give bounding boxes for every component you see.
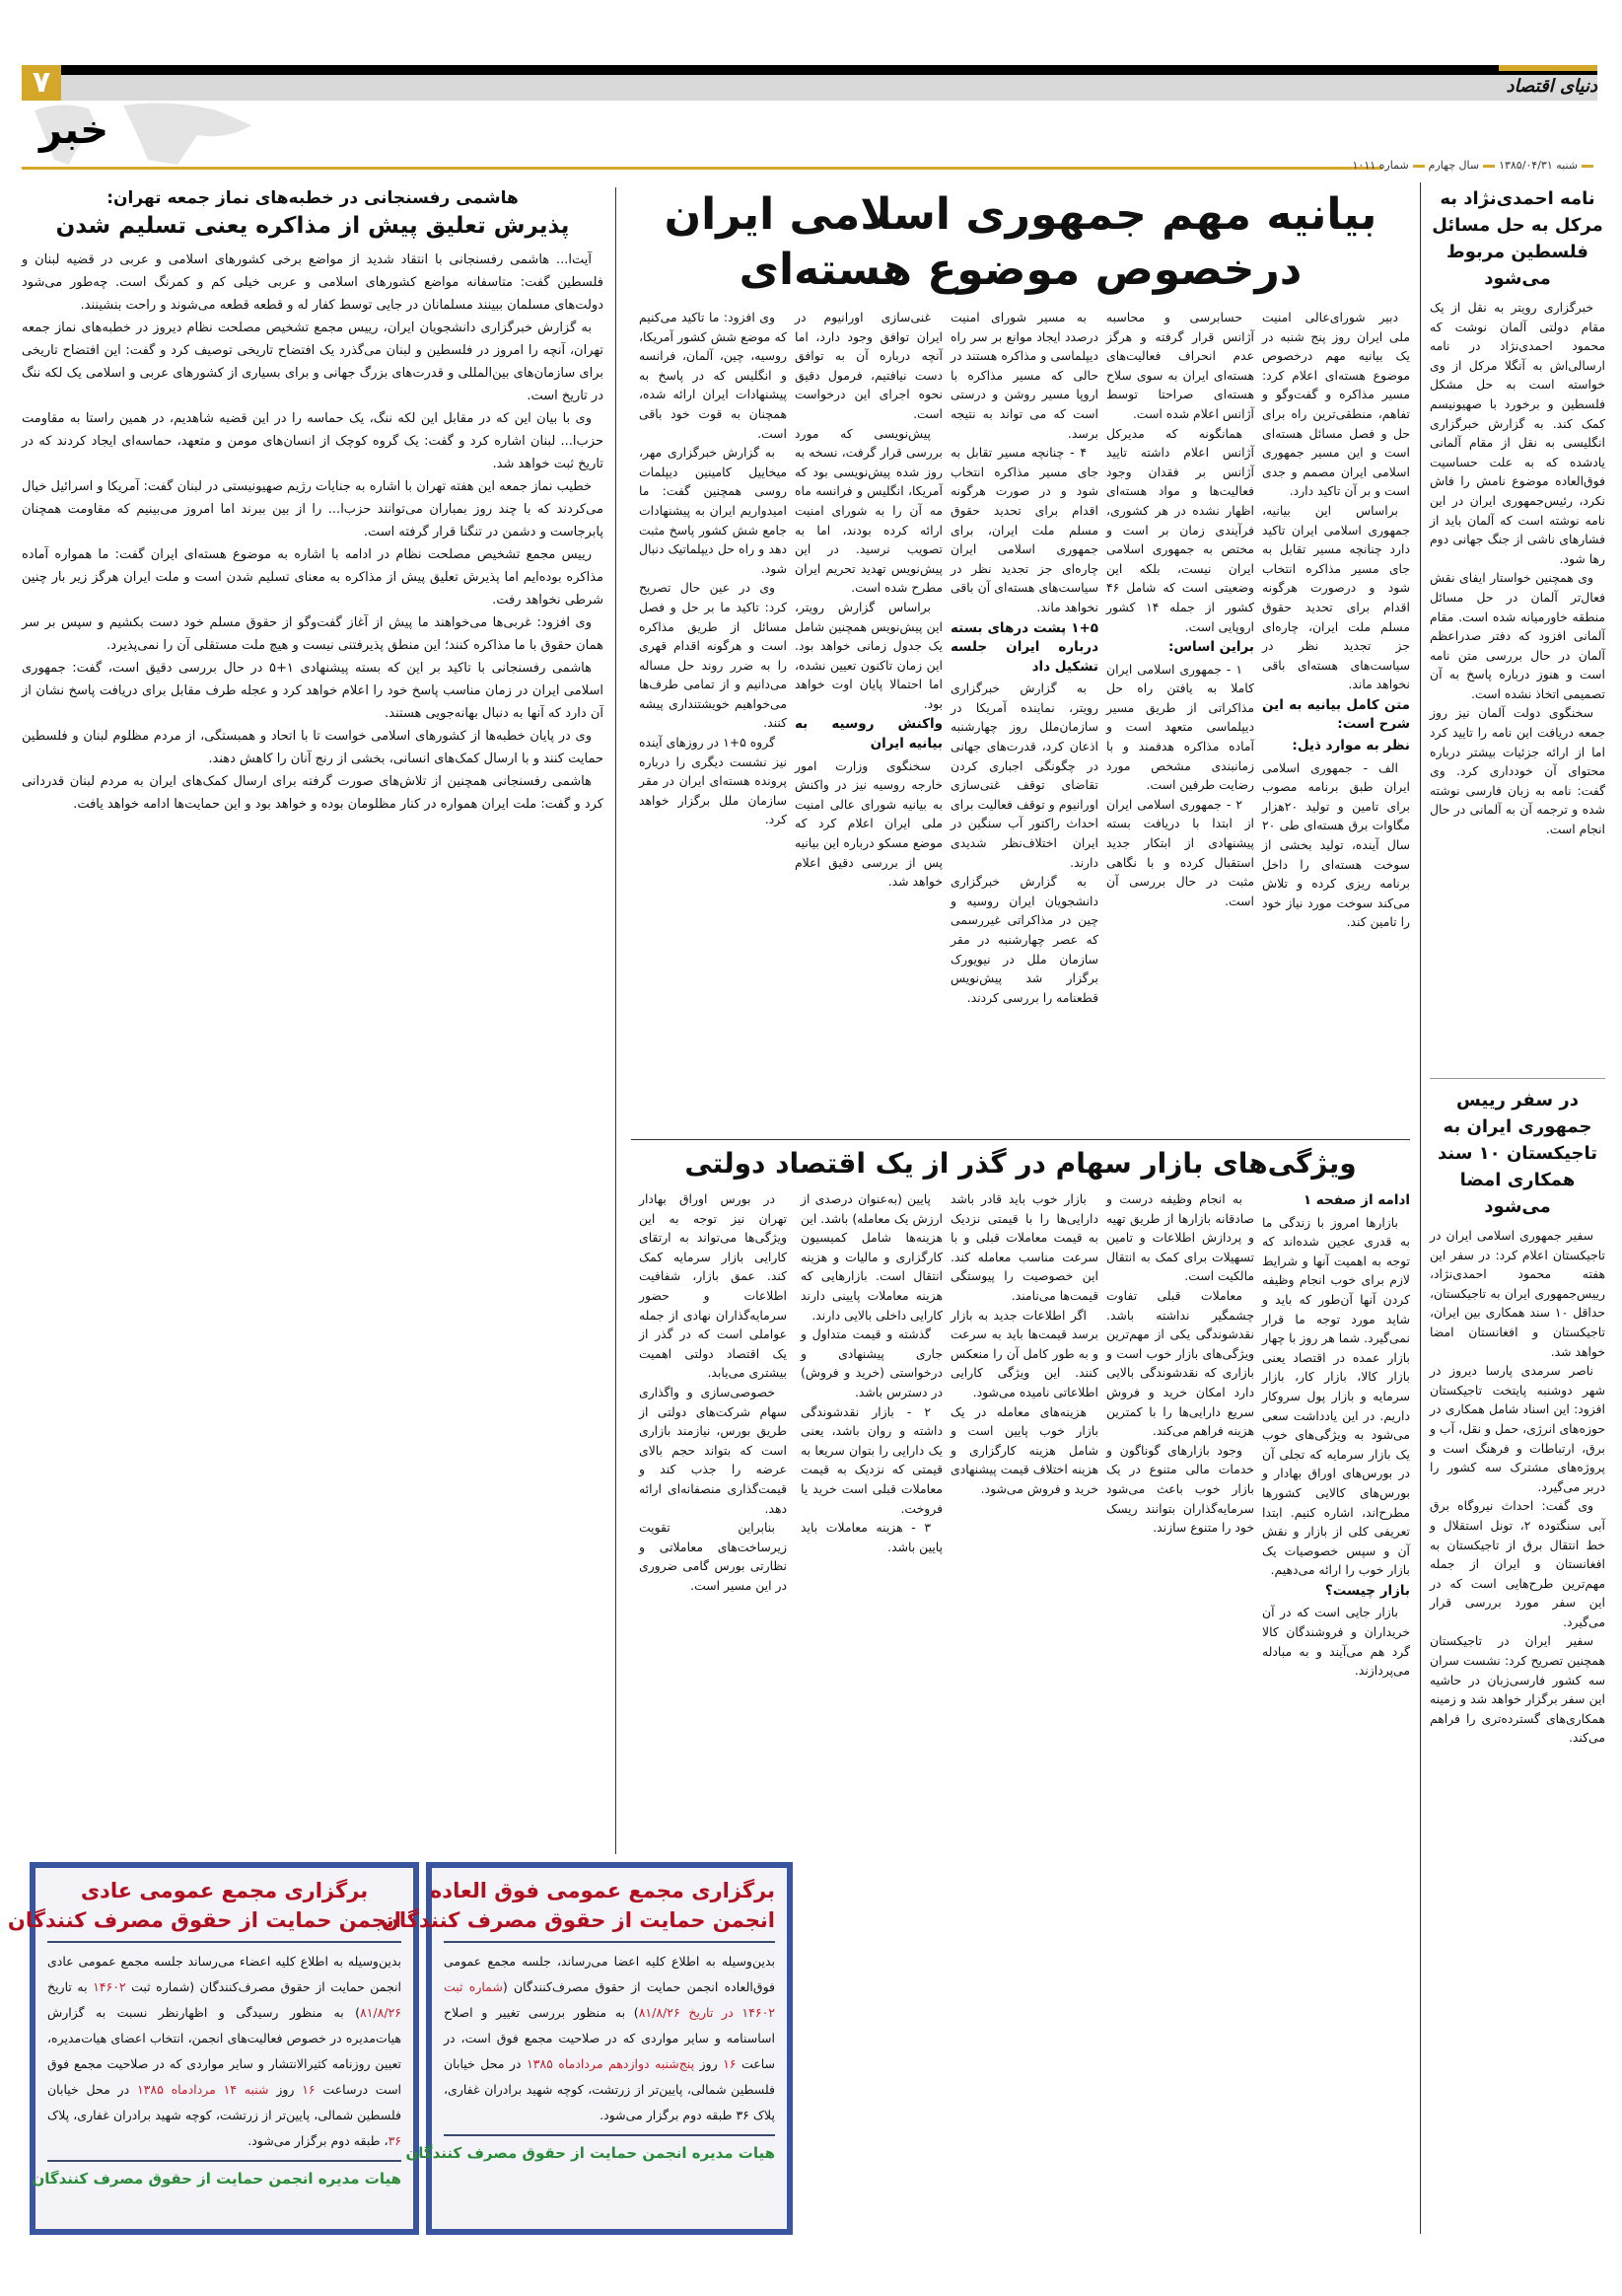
paragraph: به گزارش خبرگزاری مهر، میخاییل کامینین دیپلمات روسی همچنین گفت: ما امیدواریم ایران به پیشنهادات جامع شش کشور پاسخ مثبت دهد و راه حل دیپلماتیک دنبال شود. <box>639 445 787 576</box>
main-article-column <box>795 308 943 1132</box>
ad-footer: هیات مدیره انجمن حمایت از حقوق مصرف کنندگان <box>32 2170 401 2188</box>
paragraph: پیش‌نویسی که مورد بررسی قرار گرفت، نسخه به روز شده پیش‌نویسی بود که آمریکا، انگلیس و فرانسه ماه مه آن را به شورای امنیت ارائه کرده بودند، اما به تصویب نرسید. در این پیش‌نویس تهدید تحریم ایران مطرح شده است. <box>795 425 943 596</box>
paragraph: ۲ - بازار نقدشوندگی داشته و روان باشد، یعنی یک دارایی را بتوان سریعا به قیمتی که نزدیک به قیمت معاملات قبلی است خرید یا فروخت. <box>801 1403 943 1516</box>
paragraph: ۲ - جمهوری اسلامی ایران از ابتدا با دریافت بسته پیشنهادی از ابتکار جدید استقبال کرده و با نگاهی مثبت در حال بررسی آن است. <box>1106 796 1254 908</box>
main-article-column <box>1262 308 1410 1132</box>
column-divider <box>1420 182 1421 2234</box>
paragraph: گروه ۵+۱ در روزهای آینده نیز نشست دیگری را درباره پرونده هسته‌ای ایران در مقر سازمان ملل برگزار خواهد کرد. <box>639 735 787 827</box>
divider <box>22 167 1382 170</box>
paragraph: رییس مجمع تشخیص مصلحت نظام در ادامه با اشاره به موضوع هسته‌ای ایران گفت: ما همواره آماده مذاکره بوده‌ایم اما پذیرش تعلیق پیش از مذاکره به معنای تسلیم شدن است و ملت ایران هرگز زیر بار چنین شرطی نخواهد رفت. <box>22 547 603 608</box>
paragraph: به گزارش خبرگزاری دانشجویان ایران روسیه و چین در مذاکراتی غیررسمی که عصر چهارشنبه در مقر سازمان ملل در نیویورک برگزار شد پیش‌نویس قطعنامه را بررسی کردند. <box>951 874 1098 1005</box>
paragraph: سفیر جمهوری اسلامی ایران در تاجیکستان اعلام کرد: در سفر این هفته محمود احمدی‌نژاد، رییس‌جمهوری ایران به تاجیکستان، حداقل ۱۰ سند همکاری بین ایران، تاجیکستان و افغانستان امضا خواهد شد. <box>1430 1228 1605 1359</box>
paragraph: دبیر شورای‌عالی امنیت ملی ایران روز پنج شنبه در یک بیانیه مهم درخصوص موضوع هسته‌ای اعلام کرد: مسیر مذاکره و گفت‌وگو و تفاهم، منطقی‌ترین راه برای حل و فصل مسائل هسته‌ای است و این مسیر جمهوری اسلامی ایران مصمم و جدی است و بر آن تاکید دارد. <box>1262 310 1410 499</box>
subheading: نظر به موارد ذیل: <box>1292 738 1410 754</box>
paragraph: هاشمی رفسنجانی با تاکید بر این که بسته پیشنهادی ۱+۵ در حال بررسی دقیق است، گفت: جمهوری اسلامی ایران در زمان مناسب پاسخ خود را اعلام خواهد کرد و عجله طرف مقابل برای دریافت پاسخ نشان از آن دارد که آنها به دنبال بهانه‌جویی هستند. <box>22 661 603 721</box>
article-divider <box>631 1139 1410 1140</box>
paragraph: بازار جایی است که در آن خریداران و فروشندگان کالا گرد هم می‌آیند و به مبادله می‌پردازند. <box>1262 1605 1410 1679</box>
paragraph: غنی‌سازی اورانیوم در ایران توافق وجود دارد، اما آنچه درباره آن به توافق دست نیافتیم، فرمول دقیق نحوه اجرای این درخواست است. <box>795 310 943 421</box>
paragraph: به مسیر شورای امنیت درصدد ایجاد موانع بر سر راه دیپلماسی و مذاکره هستند در حالی که مسیر مذاکره با اروپا مسیر روشن و درستی است که می تواند به نتیجه برسد. <box>951 310 1098 441</box>
masthead-bar <box>61 65 1597 75</box>
main-article-column <box>639 308 787 1132</box>
paragraph: هزینه‌های معامله در یک بازار خوب پایین است و شامل هزینه کارگزاری و هزینه اختلاف قیمت پیشنهادی خرید و فروش می‌شود. <box>951 1403 1098 1496</box>
paragraph: سفیر ایران در تاجیکستان همچنین تصریح کرد: نشست سران سه کشور فارسی‌زبان در حاشیه این سفر برگزار خواهد شد و زمینه همکاری‌های گسترده‌تری را فراهم می‌کند. <box>1430 1633 1605 1746</box>
paragraph: براساس این بیانیه، جمهوری اسلامی ایران تاکید دارد چنانچه مسیر تقابل به جای مسیر مذاکره انتخاب شود و درصورت هرگونه اقدام برای تحدید حقوق مسلم ملت ایران، چاره‌ای جز تجدید نظر در سیاست‌های هسته‌ای باقی نخواهد ماند. <box>1262 502 1410 692</box>
ad-footer: هیات مدیره انجمن حمایت از حقوق مصرف کنندگان <box>405 2144 775 2162</box>
main-article-column <box>1106 308 1254 1132</box>
paragraph: ناصر سرمدی پارسا دیروز در شهر دوشنبه پایتخت تاجیکستان افزود: این اسناد شامل همکاری در حوزه‌های انرژی، حمل و نقل، آب و برق، ارتباطات و فرهنگ است و پروژه‌های مشترک سه کشور را دربر می‌گیرد. <box>1430 1363 1605 1494</box>
paragraph: سخنگوی دولت آلمان نیز روز جمعه دریافت این نامه را تایید کرد اما از ارائه جزئیات بیشتر درباره محتوای آن خودداری کرد. وی گفت: نامه به زبان فارسی نوشته شده و ترجمه آن به آلمانی در حال انجام است. <box>1430 705 1605 837</box>
ad-body: بدین‌وسیله به اطلاع کلیه اعضا می‌رساند، جلسه مجمع عمومی فوق‌العاده انجمن حمایت از حقوق مصرف‌کنندگان (شماره ثبت ۱۴۶۰۲ در تاریخ ۸۱/۸/۲۶) به منظور بررسی تغییر و اصلاح اساسنامه و سایر مواردی که در صلاحیت مجمع فوق است، در ساعت ۱۶ روز پنج‌شنبه دوازدهم مردادماه ۱۳۸۵ در محل خیابان فلسطین شمالی، پایین‌تر از زرتشت، کوچه شهید برادران غفاری، پلاک ۳۶ طبقه دوم برگزار می‌شود. <box>444 1954 775 2122</box>
issue-year: سال چهارم <box>1428 159 1480 172</box>
hashemi-article-body <box>22 249 603 1854</box>
paragraph: وی افزود: غربی‌ها می‌خواهند ما پیش از آغاز گفت‌وگو از حقوق مسلم خود دست بکشیم و سپس بر سر همان حقوق با ما مذاکره کنند؛ این منطق پذیرفتنی نیست و هیچ ملت مستقلی آن را نمی‌پذیرد. <box>22 615 603 653</box>
stock-article-column <box>639 1189 787 1850</box>
main-article-column <box>951 308 1098 1132</box>
paragraph: معاملات قبلی تفاوت چشمگیر نداشته باشد. نقدشوندگی یکی از مهم‌ترین ویژگی‌های بازار خوب است و بازاری که نقدشوندگی بالایی دارد امکان خرید و فروش سریع دارایی‌ها را با کمترین هزینه فراهم می‌کند. <box>1106 1287 1254 1439</box>
ad-title: انجمن حمایت از حقوق مصرف کنندگان <box>7 1908 401 1932</box>
paragraph: به انجام وظیفه درست و صادقانه بازارها از طریق تهیه و پردازش اطلاعات و تامین تسهیلات برای کمک به انتقال مالکیت است. <box>1106 1191 1254 1284</box>
paragraph: هاشمی رفسنجانی همچنین از تلاش‌های صورت گرفته برای ارسال کمک‌های ایران به مردم لبنان قدردانی کرد و گفت: ملت ایران همواره در کنار مظلومان بوده و خواهد بود و این حمایت‌ها ادامه خواهد یافت. <box>22 774 603 812</box>
paragraph: الف - جمهوری اسلامی ایران طبق برنامه مصوب برای تامین و تولید ۲۰هزار مگاوات برق هسته‌ای طی ۲۰ سال آینده، تولید بخشی از سوخت هسته‌ای را داخل برنامه ریزی کرده و تلاش می‌کند سوخت مورد نیاز خود را تامین کند. <box>1262 759 1410 930</box>
subheading: براین اساس: <box>1167 639 1254 656</box>
subheading: متن کامل بیانیه به این شرح است: <box>1262 696 1410 733</box>
issue-number: شماره ۱۰۱۱ <box>1352 159 1409 172</box>
article-title: در سفر رییس جمهوری ایران به تاجیکستان ۱۰ سند همکاری امضا می‌شود <box>1437 1090 1598 1217</box>
headline-line: درخصوص موضوع هسته‌ای <box>739 245 1303 295</box>
masthead-band <box>61 75 1597 101</box>
paragraph: وی گفت: احداث نیروگاه برق آبی سنگتوده ۲، تونل استقلال و خط انتقال برق از تاجیکستان به افغانستان و ایران از جمله مهم‌ترین طرح‌هایی است که در این سفر مورد بررسی قرار می‌گیرد. <box>1430 1498 1605 1629</box>
page-number: ۷ <box>22 65 61 101</box>
stock-article-column <box>1106 1189 1254 2235</box>
paragraph: بازارها امروز با زندگی ما به قدری عجین شده‌اند که توجه به اهمیت آنها و شرایط لازم برای خوب انجام وظیفه کردن آنها آن‌طور که باید و شاید مورد توجه ما قرار نمی‌گیرد. شما هر روز با چهار بازار عمده در اقتصاد یعنی بازار کالا، بازار کار، بازار سرمایه و بازار پول سروکار داریم. در این یادداشت سعی می‌شود به ویژگی‌های خوب یک بازار سرمایه که تجلی آن در بورس‌های اوراق بهادار و بورس‌های کالایی کشورها مطرح‌اند، اشاره کنیم. ابتدا تعریفی کلی از بازار و نقش آن و سپس خصوصیات یک بازار خوب را ارائه می‌دهیم. <box>1262 1214 1410 1578</box>
ad-body: بدین‌وسیله به اطلاع کلیه اعضاء می‌رساند جلسه مجمع عمومی عادی انجمن حمایت از حقوق مصرف‌کنندگان (شماره ثبت ۱۴۶۰۲ به تاریخ ۸۱/۸/۲۶) به منظور رسیدگی و اظهارنظر نسبت به گزارش هیات‌مدیره در خصوص فعالیت‌های انجمن، انتخاب اعضای هیات‌مدیره، تعیین روزنامه کثیرالانتشار و سایر مواردی که در صلاحیت مجمع فوق است درساعت ۱۶ روز شنبه ۱۴ مردادماه ۱۳۸۵ در محل خیابان فلسطین شمالی، پایین‌تر از زرتشت، کوچه شهید برادران غفاری، پلاک ۳۶، طبقه دوم برگزار می‌شود. <box>47 1954 402 2148</box>
article-kicker: هاشمی رفسنجانی در خطبه‌های نماز جمعه تهران: <box>106 188 519 208</box>
newspaper-logo: دنیای اقتصاد <box>1506 76 1597 97</box>
subheading: ادامه از صفحه ۱ <box>1303 1192 1410 1208</box>
paragraph: به گزارش خبرگزاری دانشجویان ایران، رییس مجمع تشخیص مصلحت نظام دیروز در خطبه‌های نماز جمعه تهران، آنچه را امروز در فلسطین و لبنان می‌گذرد یک افتضاح تاریخی توصیف کرد و گفت: این افتضاح تاریخی برای سازمان‌های بین‌المللی و قدرت‌های بزرگ جهانی و برای بسیاری از کشورهای عربی و اسلامی یک لکه ننگ در تاریخ است. <box>22 321 603 403</box>
paragraph: وی همچنین خواستار ایفای نقش فعال‌تر آلمان در حل مسائل منطقه خاورمیانه شده است. مقام آلمانی افزود که دفتر صدراعظم آلمان در حال بررسی متن نامه است و هنوز درباره پاسخ به آن تصمیمی اتخاذ نشده است. <box>1430 570 1605 701</box>
paragraph: بنابراین تقویت زیرساخت‌های معاملاتی و نظارتی بورس گامی ضروری در این مسیر است. <box>639 1520 787 1593</box>
ad-title: برگزاری مجمع عمومی فوق العاده <box>429 1879 775 1902</box>
paragraph: وی افزود: ما تاکید می‌کنیم که موضع شش کشور آمریکا، روسیه، چین، آلمان، فرانسه و انگلیس که در پاسخ به پیشنهادات ایران ارائه شده، همچنان به قوت خود باقی است. <box>639 310 787 441</box>
paragraph: وجود بازارهای گوناگون و خدمات مالی متنوع در یک بازار خوب باعث می‌شود سرمایه‌گذاران بتوانند ریسک خود را متنوع سازند. <box>1106 1442 1254 1536</box>
subheading: واکنش روسیه به بیانیه ایران <box>795 716 943 753</box>
paragraph: سخنگوی وزارت امور خارجه روسیه نیز در واکنش به بیانیه شورای عالی امنیت ملی ایران اعلام کرد که موضع مسکو درباره این بیانیه پس از بررسی دقیق اعلام خواهد شد. <box>795 757 943 890</box>
paragraph: اگر اطلاعات جدید به بازار برسد قیمت‌ها باید به سرعت و به طور کامل آن را منعکس کنند. این ویژگی کارایی اطلاعاتی نامیده می‌شود. <box>951 1307 1098 1399</box>
divider <box>1430 1078 1605 1079</box>
ad-title: انجمن حمایت از حقوق مصرف کنندگان <box>381 1908 775 1932</box>
paragraph: به گزارش خبرگزاری رویتر، نماینده آمریکا در سازمان‌ملل روز چهارشنبه اذعان کرد، قدرت‌های جهانی در چگونگی اجباری کردن تقاضای توقف غنی‌سازی اورانیوم و توقف فعالیت برای احداث راکتور آب سنگین در ایران اختلاف‌نظر شدیدی دارند. <box>951 681 1098 870</box>
paragraph: ۳ - هزینه معاملات باید پایین باشد. <box>801 1520 943 1554</box>
dateline <box>1353 158 1597 174</box>
stock-article-column <box>801 1189 943 2235</box>
paragraph: وی با بیان این که در مقابل این لکه ننگ، یک حماسه را در این قضیه شاهدیم، در همین راستا به مقاومت حزب‌ا... لبنان اشاره کرد و گفت: یک گروه کوچک از انسان‌های مومن و متعهد، حماسه‌ای ایجاد کردند که در تاریخ ثبت خواهد شد. <box>22 411 603 471</box>
paragraph: ۴ - چنانچه مسیر تقابل به جای مسیر مذاکره انتخاب شود و در صورت هرگونه اقدام برای تحدید حقوق مسلم ملت ایران، برای جمهوری اسلامی ایران چاره‌ای جز تجدید نظر در سیاست‌های هسته‌ای آن باقی نخواهد ماند. <box>951 445 1098 614</box>
stock-article-headline: ویژگی‌های بازار سهام در گذر از یک اقتصاد دولتی <box>684 1147 1357 1180</box>
headline-line: بیانیه مهم جمهوری اسلامی ایران <box>664 189 1377 240</box>
paragraph: همانگونه که مدیرکل آژانس اعلام داشته تایید آژانس بر فقدان وجود فعالیت‌ها و مواد هسته‌ای اظهار نشده در هر کشوری، فرآیندی زمان بر است و مختص به جمهوری اسلامی ایران نیست، بلکه این وضعیتی است که شامل ۴۶ کشور از جمله ۱۴ کشور اروپایی است. <box>1106 425 1254 634</box>
paragraph: در بورس اوراق بهادار تهران نیز توجه به این ویژگی‌ها می‌تواند به ارتقای کارایی بازار سرمایه کمک کند. عمق بازار، شفافیت اطلاعات و حضور سرمایه‌گذاران نهادی از جمله عواملی است که در گذر از یک اقتصاد دولتی اهمیت بیشتری می‌یابد. <box>639 1191 787 1381</box>
paragraph: خبرگزاری رویتر به نقل از یک مقام دولتی آلمان نوشت که محمود احمدی‌نژاد در نامه ارسالی‌اش به آنگلا مرکل از وی خواسته است به حل مشکل فلسطین و برخورد با صهیونیسم کمک کند. به گزارش خبرگزاری انگلیسی به نقل از مقام آلمانی یادشده که به علت حساسیت فوق‌العاده موضوع نامش را فاش نکرد، رئیس‌جمهوری ایران در این نامه نوشته است که آلمان باید از فشارهای ناشی از جنگ جهانی دوم رها شود. <box>1430 300 1605 566</box>
subheading: بازار چیست؟ <box>1324 1582 1410 1599</box>
article-title: نامه احمدی‌نژاد به مرکل به حل مسائل فلسطین مربوط می‌شود <box>1432 188 1603 289</box>
paragraph: گذشته و قیمت متداول و جاری پیشنهادی و درخواستی (خرید و فروش) در دسترس باشد. <box>801 1327 943 1399</box>
subheading: ۱+۵ پشت درهای بسته درباره ایران جلسه تشکیل داد <box>951 619 1098 675</box>
article-tajikistan <box>1430 1087 1605 2236</box>
paragraph: ۱ - جمهوری اسلامی ایران کاملا به یافتن راه حل مذاکراتی از طریق مسیر دیپلماسی متعهد است و آماده مذاکره هدفمند و با زمانبندی مشخص مورد رضایت طرفین است. <box>1106 661 1254 793</box>
paragraph: بازار خوب باید قادر باشد دارایی‌ها را با قیمتی نزدیک به قیمت معاملات قبلی و با سرعت مناسب معامله کند. این خصوصیت را پیوستگی قیمت‌ها می‌نامند. <box>951 1191 1098 1303</box>
ad-extraordinary-general-assembly <box>381 1862 793 2235</box>
paragraph: آیت‌ا... هاشمی رفسنجانی با انتقاد شدید از مواضع برخی کشورهای اسلامی و عربی در قضیه لبنان و فلسطین گفت: متاسفانه مواضع کشورهای اسلامی و عربی خیلی کم و کمرنگ است. چه‌طور می‌شود دولت‌های مسلمان ببینند مسلمانان در جایی توسط کفار له و قطعه قطعه می‌شوند و راحت بنشینند. <box>22 252 603 313</box>
stock-article-column <box>951 1189 1098 2235</box>
paragraph: حسابرسی و محاسبه آژانس قرار گرفته و هرگز عدم انحراف فعالیت‌های هسته‌ای ایران به سوی سلاح هسته‌ای صراحتا توسط آژانس اعلام شده است. <box>1106 310 1254 421</box>
column-divider <box>615 187 616 1854</box>
issue-date: شنبه ۱۳۸۵/۰۴/۳۱ <box>1499 159 1578 172</box>
paragraph: وی در عین حال تصریح کرد: تاکید ما بر حل و فصل مسائل از طریق مذاکره است و هرگونه اقدام قهری را به ضرر روند حل مساله می‌دانیم و از تمامی طرف‌ها می‌خواهیم خویشتنداری پیشه کنند. <box>639 580 787 731</box>
article-merkel-letter <box>1430 185 1605 1073</box>
main-headline <box>631 187 1410 298</box>
ad-ordinary-general-assembly <box>7 1862 419 2235</box>
masthead-accent <box>1499 65 1597 71</box>
section-title: خبر <box>39 108 109 153</box>
paragraph: پایین (به‌عنوان درصدی از ارزش یک معامله) باشد. این هزینه‌ها شامل کمیسیون کارگزاری و مالیات و هزینه انتقال است. بازارهایی که هزینه معاملات پایینی دارند کارایی داخلی بالایی دارند. <box>801 1191 943 1323</box>
paragraph: خصوصی‌سازی و واگذاری سهام شرکت‌های دولتی از طریق بورس، نیازمند بازاری است که بتواند حجم بالای عرضه را جذب کند و قیمت‌گذاری منصفانه‌ای ارائه دهد. <box>639 1384 787 1516</box>
paragraph: وی در پایان خطبه‌ها از کشورهای اسلامی خواست تا با اتحاد و همبستگی، از مردم مظلوم لبنان و فلسطین حمایت کنند و با ارسال کمک‌های انسانی، بخشی از رنج آنان را کاهش دهند. <box>22 729 603 766</box>
stock-article-column <box>1262 1189 1410 2235</box>
article-title: پذیرش تعلیق پیش از مذاکره یعنی تسلیم شدن <box>55 213 570 239</box>
paragraph: براساس گزارش رویتر، این پیش‌نویس همچنین شامل یک جدول زمانی خواهد بود. این زمان تاکنون تعیین نشده، اما احتمالا پایان اوت خواهد بود. <box>795 599 943 711</box>
paragraph: خطیب نماز جمعه این هفته تهران با اشاره به جنایات رژیم صهیونیستی در لبنان گفت: آمریکا و اسرائیل خیال می‌کردند که با چند روز بمباران می‌توانند حزب‌ا... را از بین ببرند اما امروز می‌بینیم که مقاومت همچنان پابرجاست و دشمن در تنگنا قرار گرفته است. <box>22 479 603 539</box>
ad-title: برگزاری مجمع عمومی عادی <box>80 1879 369 1902</box>
